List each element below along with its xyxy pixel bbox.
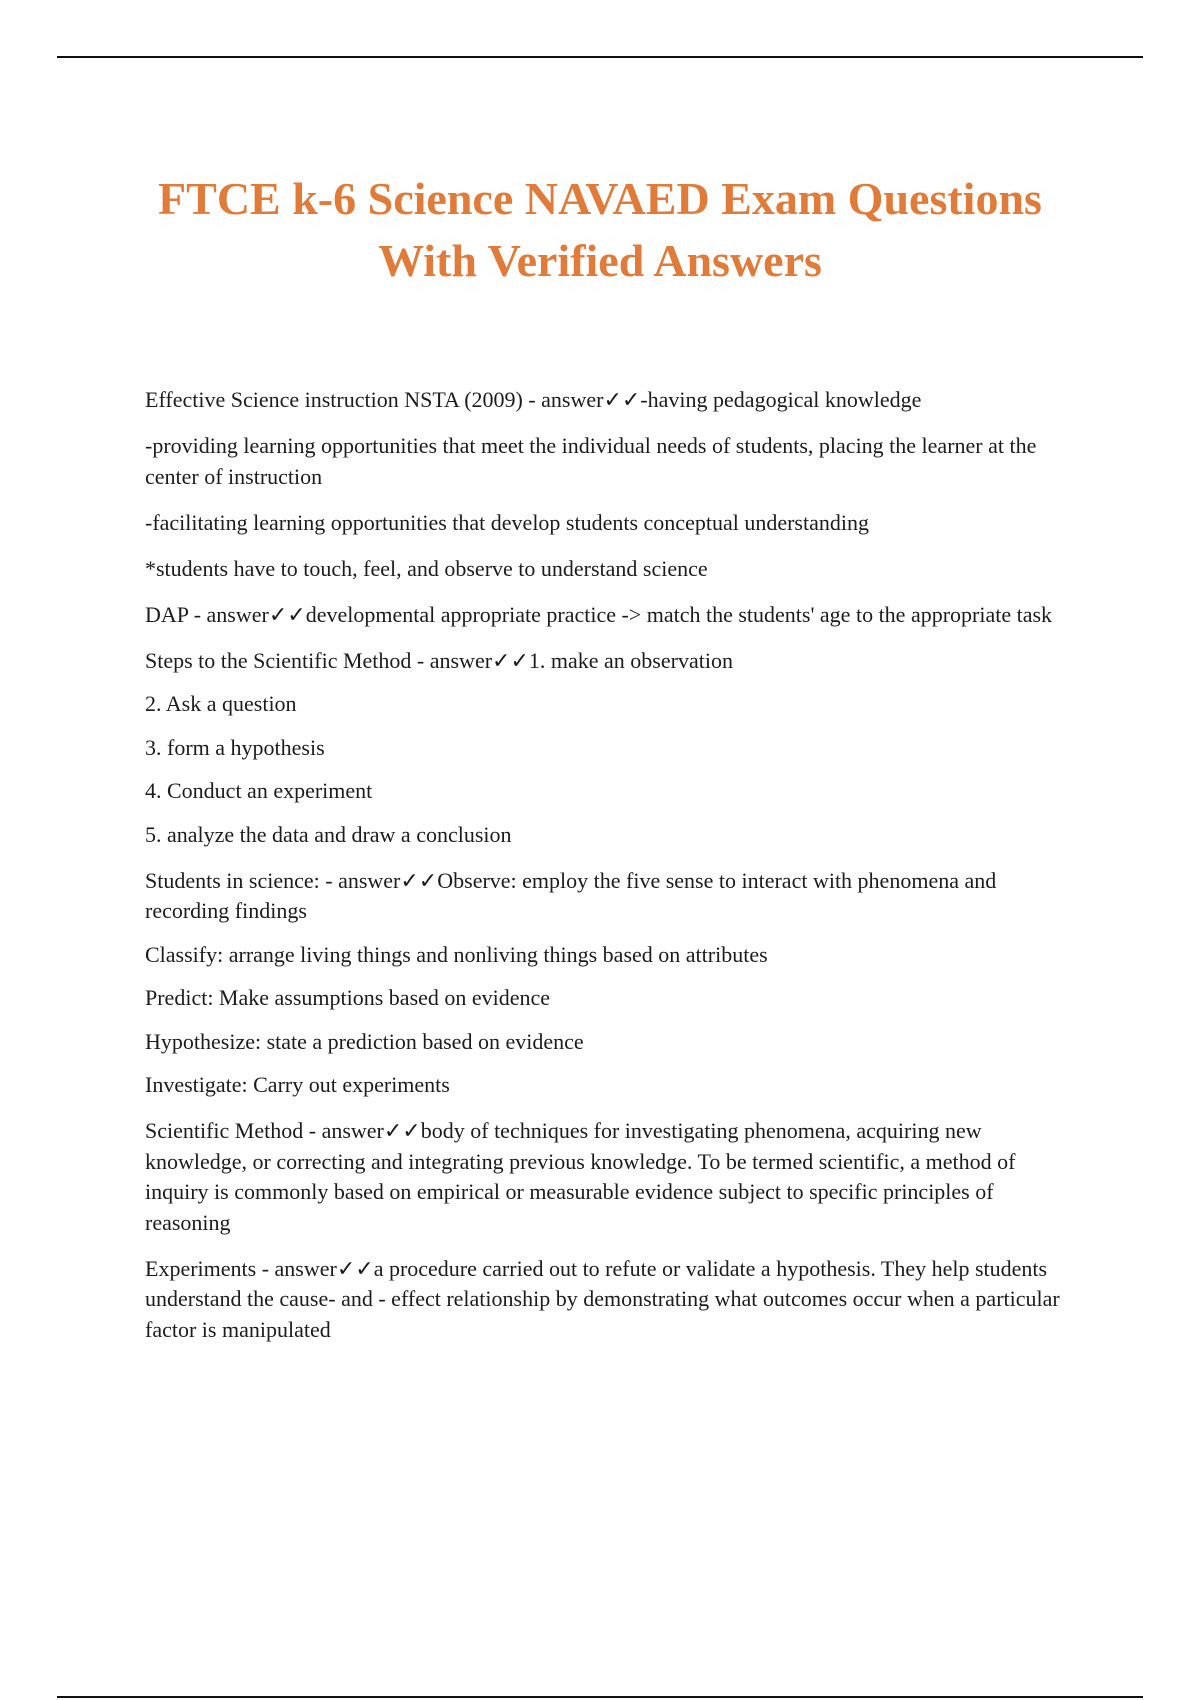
document-body <box>145 385 1080 1361</box>
paragraph: Investigate: Carry out experiments <box>145 1072 450 1097</box>
paragraph: Effective Science instruction NSTA (2009) - answer✓✓-having pedagogical knowledge <box>145 387 922 412</box>
paragraph: Classify: arrange living things and nonliving things based on attributes <box>145 941 768 967</box>
title-line-2: With Verified Answers <box>378 235 822 286</box>
title-line-1: FTCE k-6 Science NAVAED Exam Questions <box>158 173 1042 224</box>
document-title <box>120 168 1080 292</box>
paragraph: 4. Conduct an experiment <box>145 778 373 803</box>
top-rule <box>57 56 1143 58</box>
paragraph: Steps to the Scientific Method - answer✓✓1. make an observation <box>145 647 733 673</box>
paragraph: Students in science: - answer✓✓Observe: employ the five sense to interact with phenomena and recording findings <box>145 867 997 923</box>
paragraph: *students have to touch, feel, and observe to understand science <box>145 555 708 581</box>
paragraph: 2. Ask a question <box>145 691 297 716</box>
bottom-rule <box>57 1696 1143 1698</box>
paragraph: DAP - answer✓✓developmental appropriate practice -> match the students' age to the appropriate task <box>145 601 1053 627</box>
paragraph: 3. form a hypothesis <box>145 734 325 760</box>
paragraph: 5. analyze the data and draw a conclusion <box>145 821 512 847</box>
paragraph: -providing learning opportunities that meet the individual needs of students, placing the learner at the center of instruction <box>145 433 1037 489</box>
paragraph: -facilitating learning opportunities that develop students conceptual understanding <box>145 509 869 535</box>
paragraph: Scientific Method - answer✓✓body of techniques for investigating phenomena, acquiring new knowledge, or correcting and integrating previous knowledge. To be termed scientific, a method of inquiry is commonly based on empirical or measurable evidence subject to specific principles of reasoning <box>145 1118 1016 1235</box>
paragraph: Predict: Make assumptions based on evidence <box>145 985 551 1010</box>
paragraph: Hypothesize: state a prediction based on evidence <box>145 1028 584 1054</box>
paragraph: Experiments - answer✓✓a procedure carried out to refute or validate a hypothesis. They help students understand the cause- and - effect relationship by demonstrating what outcomes occur when a particular factor is manipulated <box>145 1255 1060 1342</box>
